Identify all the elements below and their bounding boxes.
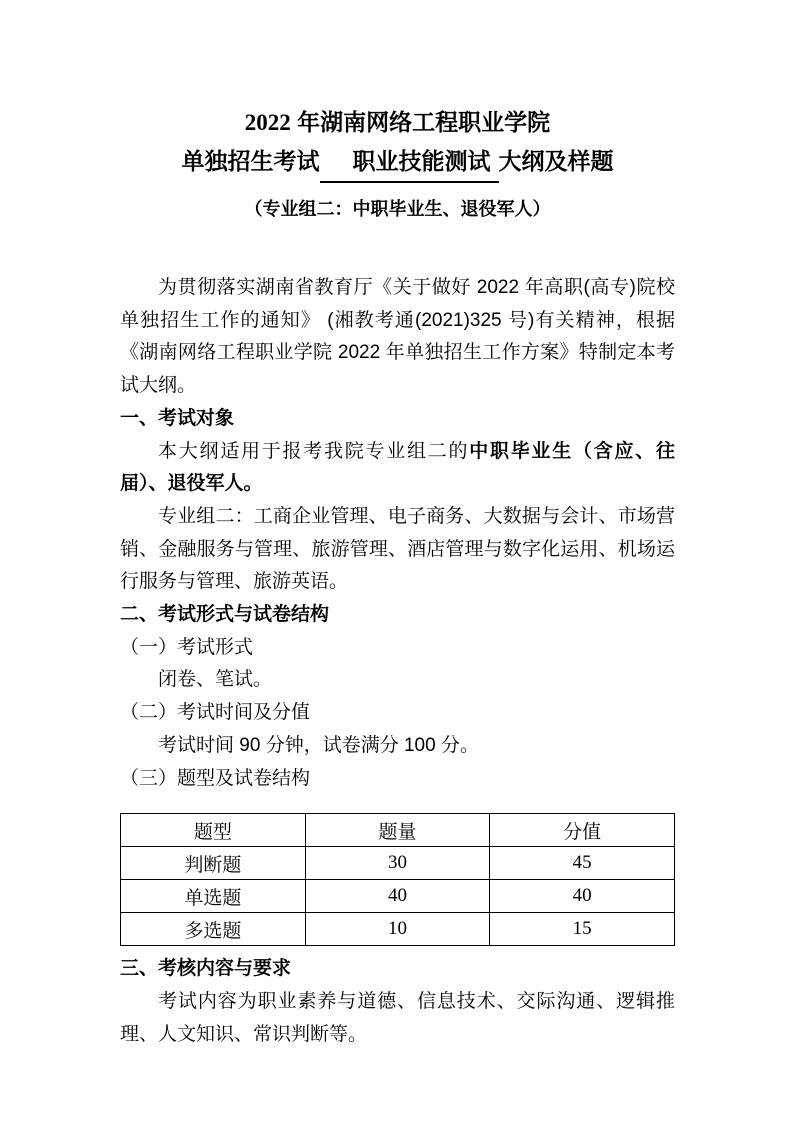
section-three-paragraph: 考试内容为职业素养与道德、信息技术、交际沟通、逻辑推理、人文知识、常识判断等。 (120, 990, 675, 1045)
section-one-heading: 一、考试对象 (120, 407, 235, 429)
document-subtitle: （专业组二：中职毕业生、退役军人） (244, 199, 551, 219)
table-header-score: 分值 (490, 814, 675, 847)
sub2-text: 考试时间 90 分钟，试卷满分 100 分。 (158, 734, 479, 756)
document-title-line2 (120, 142, 675, 183)
cell-question-type: 单选题 (121, 880, 306, 913)
table-header-count: 题量 (305, 814, 490, 847)
table-row (121, 847, 675, 880)
sub1-heading: （一）考试形式 (120, 636, 254, 658)
sub2-heading: （二）考试时间及分值 (120, 702, 311, 724)
title-outline-suffix: 大纲及样题 (498, 148, 614, 174)
cell-score: 15 (490, 913, 675, 946)
cell-score: 40 (490, 880, 675, 913)
section-three-heading: 三、考核内容与要求 (120, 958, 292, 980)
title-college-name: 年湖南网络工程职业学院 (290, 109, 551, 135)
title-exam-name: 单独招生考试 (181, 148, 320, 174)
table-row (121, 913, 675, 946)
title-year: 2022 (244, 110, 291, 135)
section-one-audience-paragraph (120, 436, 675, 501)
intro-paragraph: 为贯彻落实湖南省教育厅《关于做好 2022 年高职(高专)院校单独招生工作的通知》 (湘教考通(2021)325 号)有关精神，根据《湖南网络工程职业学院 2022 年单独招生工作方案》特制定本考试大纲。 (120, 277, 675, 397)
cell-question-type: 判断题 (121, 847, 306, 880)
table-header-row (121, 814, 675, 847)
title-block (120, 103, 675, 224)
title-subject-underlined: 职业技能测试 (320, 142, 499, 183)
section-one-majors-paragraph: 专业组二：工商企业管理、电子商务、大数据与会计、市场营销、金融服务与管理、旅游管理、酒店管理与数字化运用、机场运行服务与管理、旅游英语。 (120, 505, 675, 593)
document-title-line1 (120, 103, 675, 142)
cell-count: 30 (305, 847, 490, 880)
sub3-heading: （三）题型及试卷结构 (120, 767, 311, 789)
section-two-heading: 二、考试形式与试卷结构 (120, 604, 330, 626)
cell-count: 40 (305, 880, 490, 913)
table-header-question-type: 题型 (121, 814, 306, 847)
cell-score: 45 (490, 847, 675, 880)
exam-structure-table (120, 813, 675, 946)
cell-question-type: 多选题 (121, 913, 306, 946)
audience-bold-run: 中职毕业生（含应、往届）、退役军人。 (120, 440, 675, 495)
sub1-text: 闭卷、笔试。 (158, 669, 273, 691)
table-row (121, 880, 675, 913)
cell-count: 10 (305, 913, 490, 946)
audience-normal-run: 本大纲适用于报考我院专业组二的 (158, 440, 470, 462)
